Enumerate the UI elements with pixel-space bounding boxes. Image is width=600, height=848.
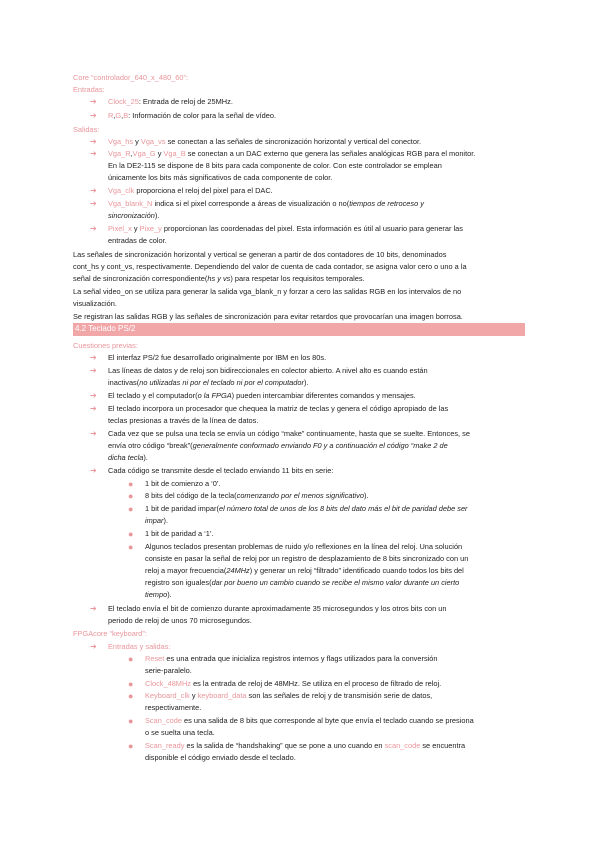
sub-item-4: 1 bit de paridad a ‘1’.: [145, 529, 214, 538]
k-scan-line: Scan_code es una salida de 8 bits que corresponde al byte que envía el teclado cuando se presiona: [145, 716, 474, 725]
paragraph-sync-3: señal de sincronización correspondiente(hs y vs) para respetar los requisitos temporales.: [73, 274, 365, 283]
bullet-icon: ●: [128, 529, 134, 539]
k-scan-line-2: o se suelta una tecla.: [145, 728, 215, 737]
question-2: Las líneas de datos y de reloj son bidireccionales en colector abierto. A nivel alto es cuando están: [108, 366, 428, 375]
sub-item-2: 8 bits del código de la tecla(comenzando por el menos significativo).: [145, 491, 369, 500]
arrow-icon: ➔: [90, 466, 97, 475]
bullet-icon: ●: [128, 679, 134, 689]
paragraph-video-2: visualización.: [73, 299, 117, 308]
paragraph-registers: Se registran las salidas RGB y las señales de sincronización para evitar retardos que provocarían una imagen borrosa.: [73, 312, 463, 321]
k-keyboard-line-2: respectivamente.: [145, 703, 202, 712]
k-ready-line: Scan_ready es la salida de “handshaking” que se pone a uno cuando en scan_code se encuentra: [145, 741, 466, 750]
output-rgb-line-2: En la DE2-115 se dispone de 8 bits para cada componente de color. Con este controlador se emplean: [108, 161, 442, 170]
question-1: El interfaz PS/2 fue desarrollado originalmente por IBM en los 80s.: [108, 353, 327, 362]
output-rgb-line-3: únicamente los bits más significativos de cada componente de color.: [108, 173, 333, 182]
fpga-heading: FPGAcore “keyboard”:: [73, 629, 147, 638]
arrow-icon: ➔: [90, 642, 97, 651]
arrow-icon: ➔: [90, 186, 97, 195]
question-5-line-2: envía otro código “break”(generalmente conformado enviando F0 y a continuación el código “make 2 de: [108, 441, 448, 450]
question-7: El teclado envía el bit de comienzo durante aproximadamente 35 microsegundos y los otros bits con un: [108, 604, 447, 613]
question-5: Cada vez que se pulsa una tecla se envía un código “make” continuamente, hasta que se suelte. Entonces, se: [108, 429, 470, 438]
sub-item-5: Algunos teclados presentan problemas de ruido y/o reflexiones en la línea del reloj. Una solución: [145, 542, 463, 551]
arrow-icon: ➔: [90, 97, 97, 106]
arrow-icon: ➔: [90, 149, 97, 158]
paragraph-sync-1: Las señales de sincronización horizontal y vertical se generan a partir de dos contadores de 10 bits, denominados: [73, 250, 447, 259]
arrow-icon: ➔: [90, 199, 97, 208]
k-ready-line-2: disponible el código enviado desde el teclado.: [145, 753, 296, 762]
output-blank-line-2: sincronización).: [108, 211, 160, 220]
paragraph-sync-2: cont_hs y cont_vs, respectivamente. Dependiendo del valor de cuenta de cada contador, se asigna valor cero o uno a la: [73, 262, 467, 271]
sub-item-3: 1 bit de paridad impar(el número total de unos de los 8 bits del dato más el bit de paridad debe ser: [145, 504, 468, 513]
bullet-icon: ●: [128, 741, 134, 751]
bullet-icon: ●: [128, 504, 134, 514]
question-4-line-2: teclas presionas a través de la línea de datos.: [108, 416, 259, 425]
output-clk-line: Vga_clk proporciona el reloj del pixel para el DAC.: [108, 186, 273, 195]
question-7-line-2: periodo de reloj de unos 70 microsegundos.: [108, 616, 252, 625]
bullet-icon: ●: [128, 654, 134, 664]
entradas-label: Entradas:: [73, 85, 105, 94]
arrow-icon: ➔: [90, 404, 97, 413]
arrow-icon: ➔: [90, 429, 97, 438]
question-5-line-3: dicha tecla).: [108, 453, 148, 462]
k-keyboard-line: Keyboard_clk y keyboard_data son las señales de reloj y de transmisión serie de datos,: [145, 691, 433, 700]
arrow-icon: ➔: [90, 391, 97, 400]
sub-item-1: 1 bit de comienzo a ‘0’.: [145, 479, 221, 488]
output-sync-line: Vga_hs y Vga_vs se conectan a las señales de sincronización horizontal y vertical del conector.: [108, 137, 422, 146]
k-reset-line-2: serie-paralelo.: [145, 666, 192, 675]
question-6: Cada código se transmite desde el teclado enviando 11 bits en serie:: [108, 466, 334, 475]
question-3: El teclado y el computador(o la FPGA) pueden intercambiar diferentes comandos y mensajes.: [108, 391, 416, 400]
arrow-icon: ➔: [90, 224, 97, 233]
arrow-icon: ➔: [90, 353, 97, 362]
output-pixel-line-2: entradas de color.: [108, 236, 167, 245]
question-2-line-2: inactivas(no utilizadas ni por el teclado ni por el computador).: [108, 378, 309, 387]
sub-item-3-line-2: impar).: [145, 516, 168, 525]
sub-item-5-line-4: registro son iguales(dar por bueno un cambio cuando se recibe el mismo valor durante un cierto: [145, 578, 460, 587]
k-reset-line: Reset es una entrada que inicializa registros internos y flags utilizados para la conversión: [145, 654, 438, 663]
bullet-icon: ●: [128, 542, 134, 552]
core-heading: Core “controlador_640_x_480_60”:: [73, 73, 189, 82]
input-clock-line: Clock_25: Entrada de reloj de 25MHz.: [108, 97, 233, 106]
bullet-icon: ●: [128, 716, 134, 726]
bullet-icon: ●: [128, 691, 134, 701]
arrow-icon: ➔: [90, 366, 97, 375]
k-clock-line: Clock_48MHz es la entrada de reloj de 48MHz. Se utiliza en el proceso de filtrado de reloj.: [145, 679, 442, 688]
salidas-label: Salidas:: [73, 125, 100, 134]
bullet-icon: ●: [128, 479, 134, 489]
arrow-icon: ➔: [90, 604, 97, 613]
arrow-icon: ➔: [90, 137, 97, 146]
question-4: El teclado incorpora un procesador que chequea la matriz de teclas y genera el código apropiado de las: [108, 404, 449, 413]
sub-item-5-line-3: reloj a mayor frecuencia(24MHz) y generar un reloj “filtrado” identificado cuando todos los bits del: [145, 566, 464, 575]
section-title-bar: [73, 323, 525, 336]
sub-item-5-line-2: consiste en pasar la señal de reloj por un registro de desplazamiento de 8 bits sincronizado con un: [145, 554, 469, 563]
section-title: 4.2 Teclado PS/2: [75, 324, 136, 333]
entradas-salidas-label: Entradas y salidas:: [108, 642, 171, 651]
input-rgb-line: R,G,B: Información de color para la señal de vídeo.: [108, 111, 277, 120]
output-blank-line: Vga_blank_N indica si el pixel corresponde a áreas de visualización o no(tiempos de retroceso y: [108, 199, 424, 208]
bullet-icon: ●: [128, 491, 134, 501]
output-pixel-line: Pixel_x y Pixe_y proporcionan las coordenadas del pixel. Esta información es útil al usuario para generar las: [108, 224, 463, 233]
sub-item-5-line-5: tiempo).: [145, 590, 172, 599]
output-rgb-line: Vga_R,Vga_G y Vga_B se conectan a un DAC externo que genera las señales analógicas RGB para el monitor.: [108, 149, 476, 158]
paragraph-video-1: La señal video_on se utiliza para generar la salida vga_blank_n y forzar a cero las salidas RGB en los intervalos de no: [73, 287, 462, 296]
cuestiones-label: Cuestiones previas:: [73, 341, 138, 350]
arrow-icon: ➔: [90, 111, 97, 120]
